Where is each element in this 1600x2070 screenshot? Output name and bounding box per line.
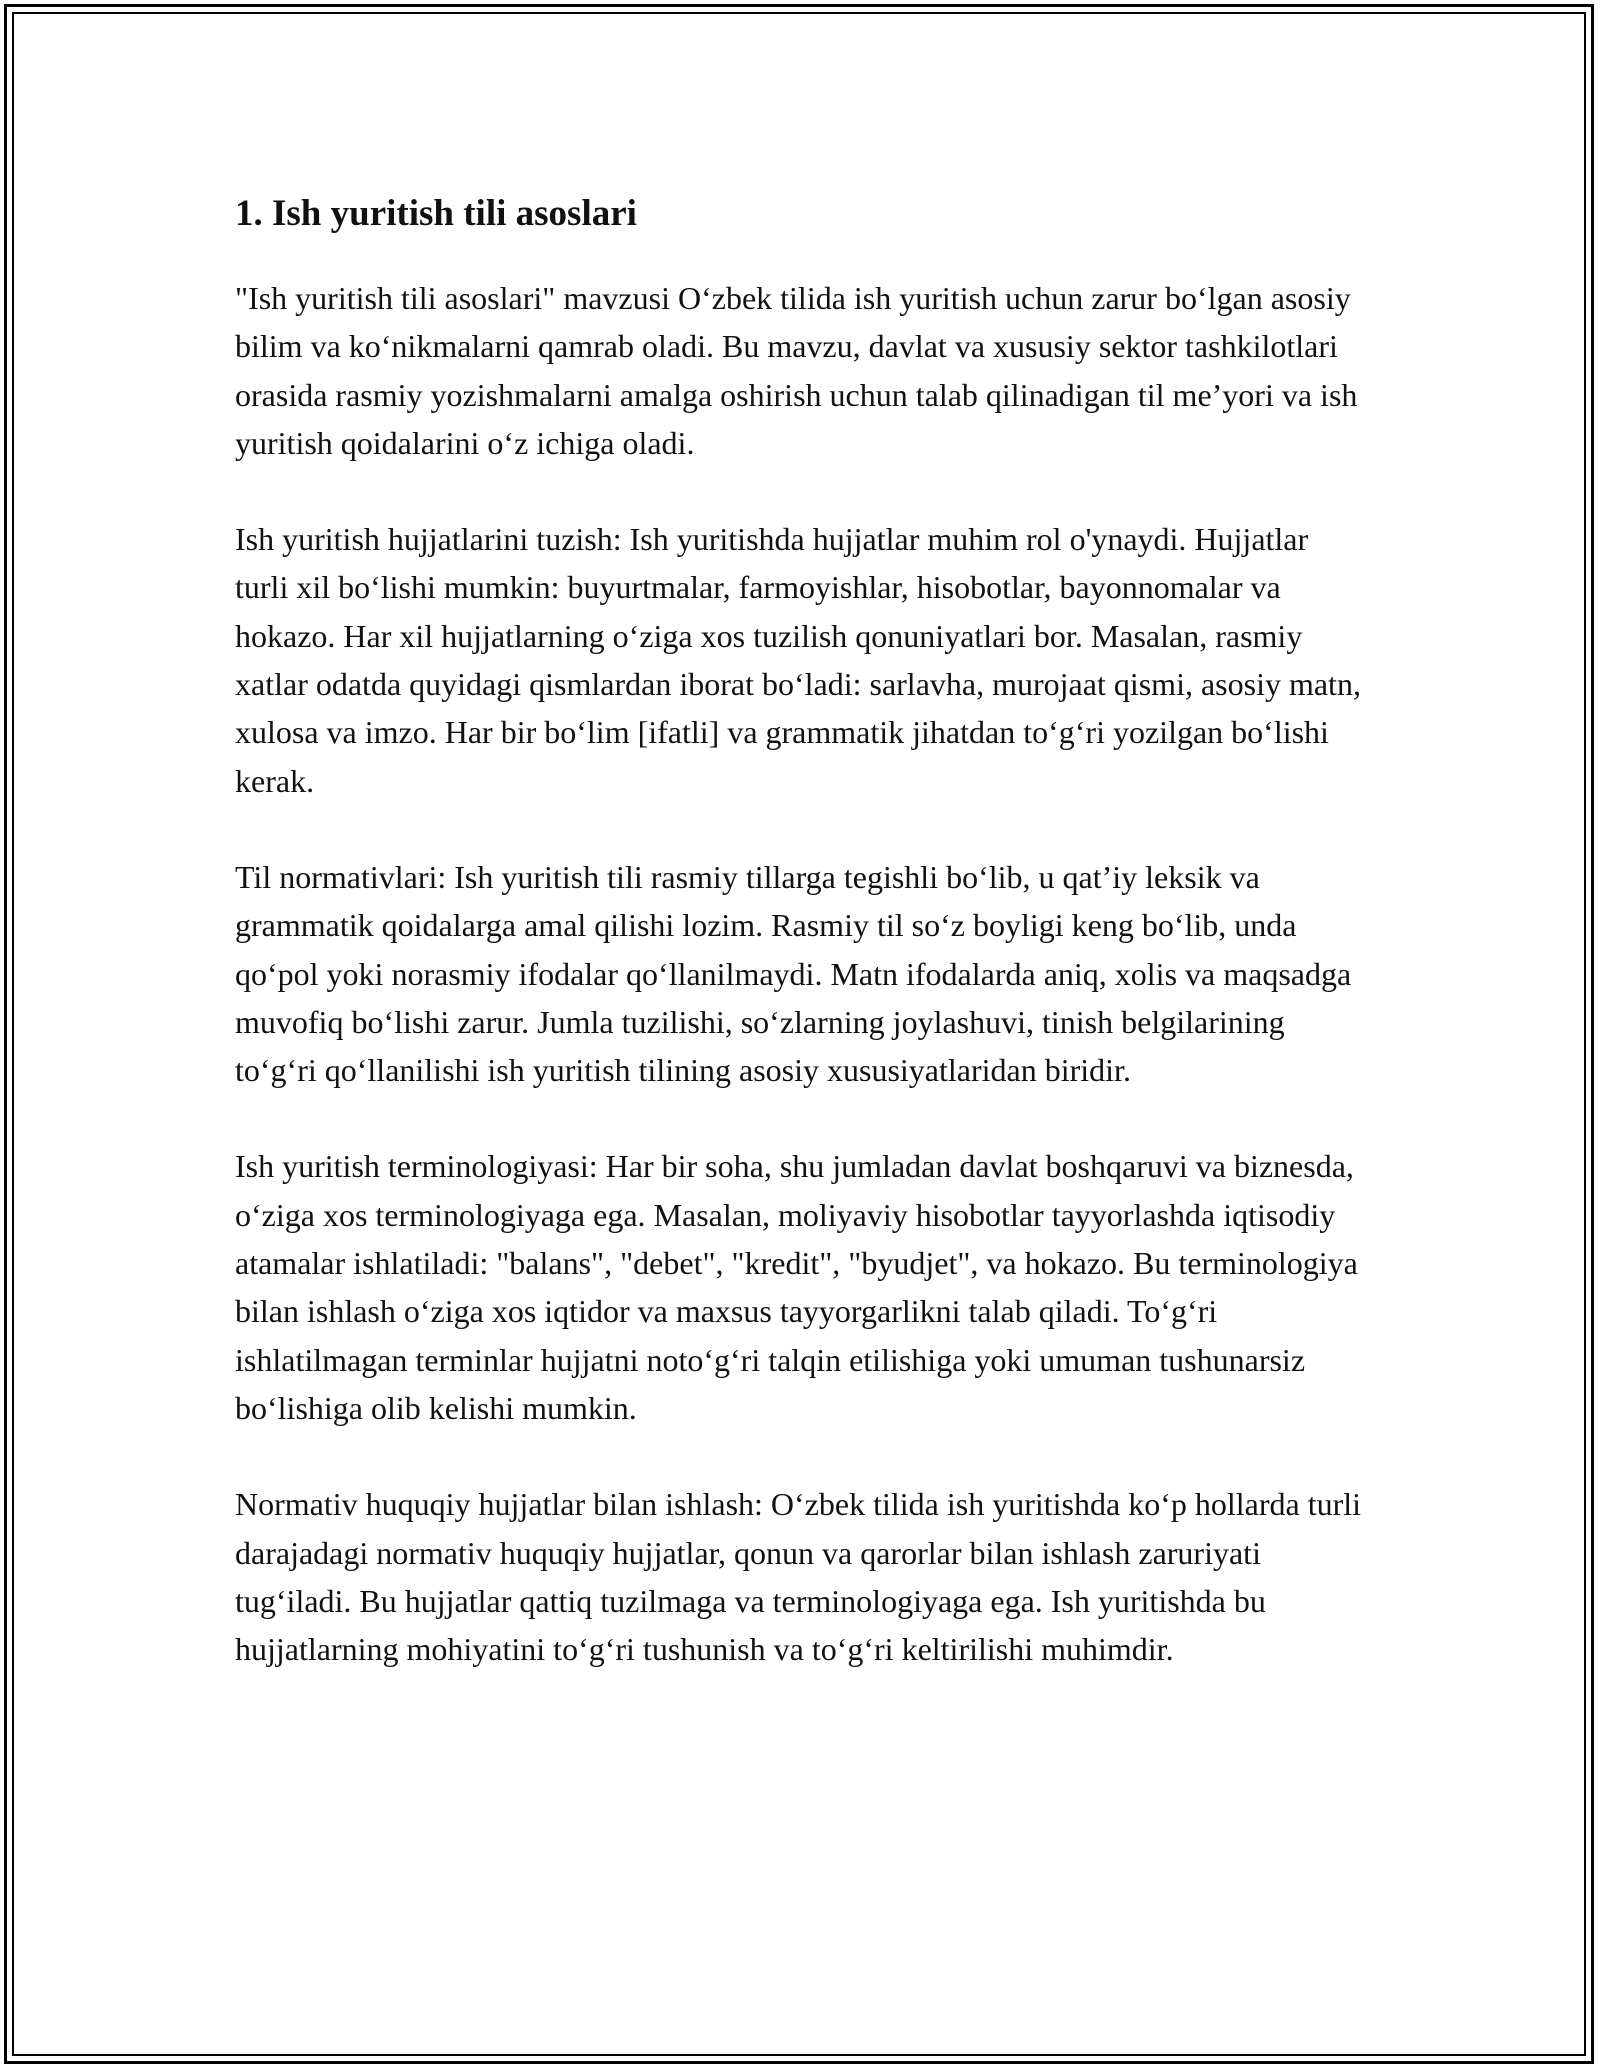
- document-body: [235, 180, 1365, 1721]
- paragraph-legal-documents: Normativ huquqiy hujjatlar bilan ishlash: O‘zbek tilida ish yuritishda ko‘p hollarda turli darajadagi normativ huquqiy hujjatlar, qonun va qarorlar bilan ishlash zaruriyati tug‘iladi. Bu hujjatlar qattiq tuzilmaga va terminologiyaga ega. Ish yuritishda bu hujjatlarning mohiyatini to‘g‘ri tushunish va to‘g‘ri keltirilishi muhimdir.: [235, 1486, 1362, 1668]
- section-heading: 1. Ish yuritish tili asoslari: [235, 193, 637, 234]
- paragraph-norms: Til normativlari: Ish yuritish tili rasmiy tillarga tegishli bo‘lib, u qat’iy leksik va grammatik qoidalarga amal qilishi lozim. Rasmiy til so‘z boyligi keng bo‘lib, unda qo‘pol yoki norasmiy ifodalar qo‘llanilmaydi. Matn ifodalarda aniq, xolis va maqsadga muvofiq bo‘lishi zarur. Jumla tuzilishi, so‘zlarning joylashuvi, tinish belgilarining to‘g‘ri qo‘llanilishi ish yuritish tilining asosiy xususiyatlaridan biridir.: [235, 858, 1352, 1089]
- paragraph-documents: Ish yuritish hujjatlarini tuzish: Ish yuritishda hujjatlar muhim rol o'ynaydi. Hujjatlar turli xil bo‘lishi mumkin: buyurtmalar, farmoyishlar, hisobotlar, bayonnomalar va hokazo. Har xil hujjatlarning o‘ziga xos tuzilish qonuniyatlari bor. Masalan, rasmiy xatlar odatda quyidagi qismlardan iborat bo‘ladi: sarlavha, murojaat qismi, asosiy matn, xulosa va imzo. Har bir bo‘lim [ifatli] va grammatik jihatdan to‘g‘ri yozilgan bo‘lishi kerak.: [235, 521, 1361, 799]
- paragraph-terminology: Ish yuritish terminologiyasi: Har bir soha, shu jumladan davlat boshqaruvi va biznesda, o‘ziga xos terminologiyaga ega. Masalan, moliyaviy hisobotlar tayyorlashda iqtisodiy atamalar ishlatiladi: "balans", "debet", "kredit", "byudjet", va hokazo. Bu terminologiya bilan ishlash o‘ziga xos iqtidor va maxsus tayyorgarlikni talab qiladi. To‘g‘ri ishlatilmagan terminlar hujjatni noto‘g‘ri talqin etilishiga yoki umuman tushunarsiz bo‘lishiga olib kelishi mumkin.: [235, 1148, 1358, 1426]
- paragraph-intro: "Ish yuritish tili asoslari" mavzusi O‘zbek tilida ish yuritish uchun zarur bo‘lgan asosiy bilim va ko‘nikmalarni qamrab oladi. Bu mavzu, davlat va xususiy sektor tashkilotlari orasida rasmiy yozishmalarni amalga oshirish uchun talab qilinadigan til me’yori va ish yuritish qoidalarini o‘z ichiga oladi.: [235, 280, 1358, 461]
